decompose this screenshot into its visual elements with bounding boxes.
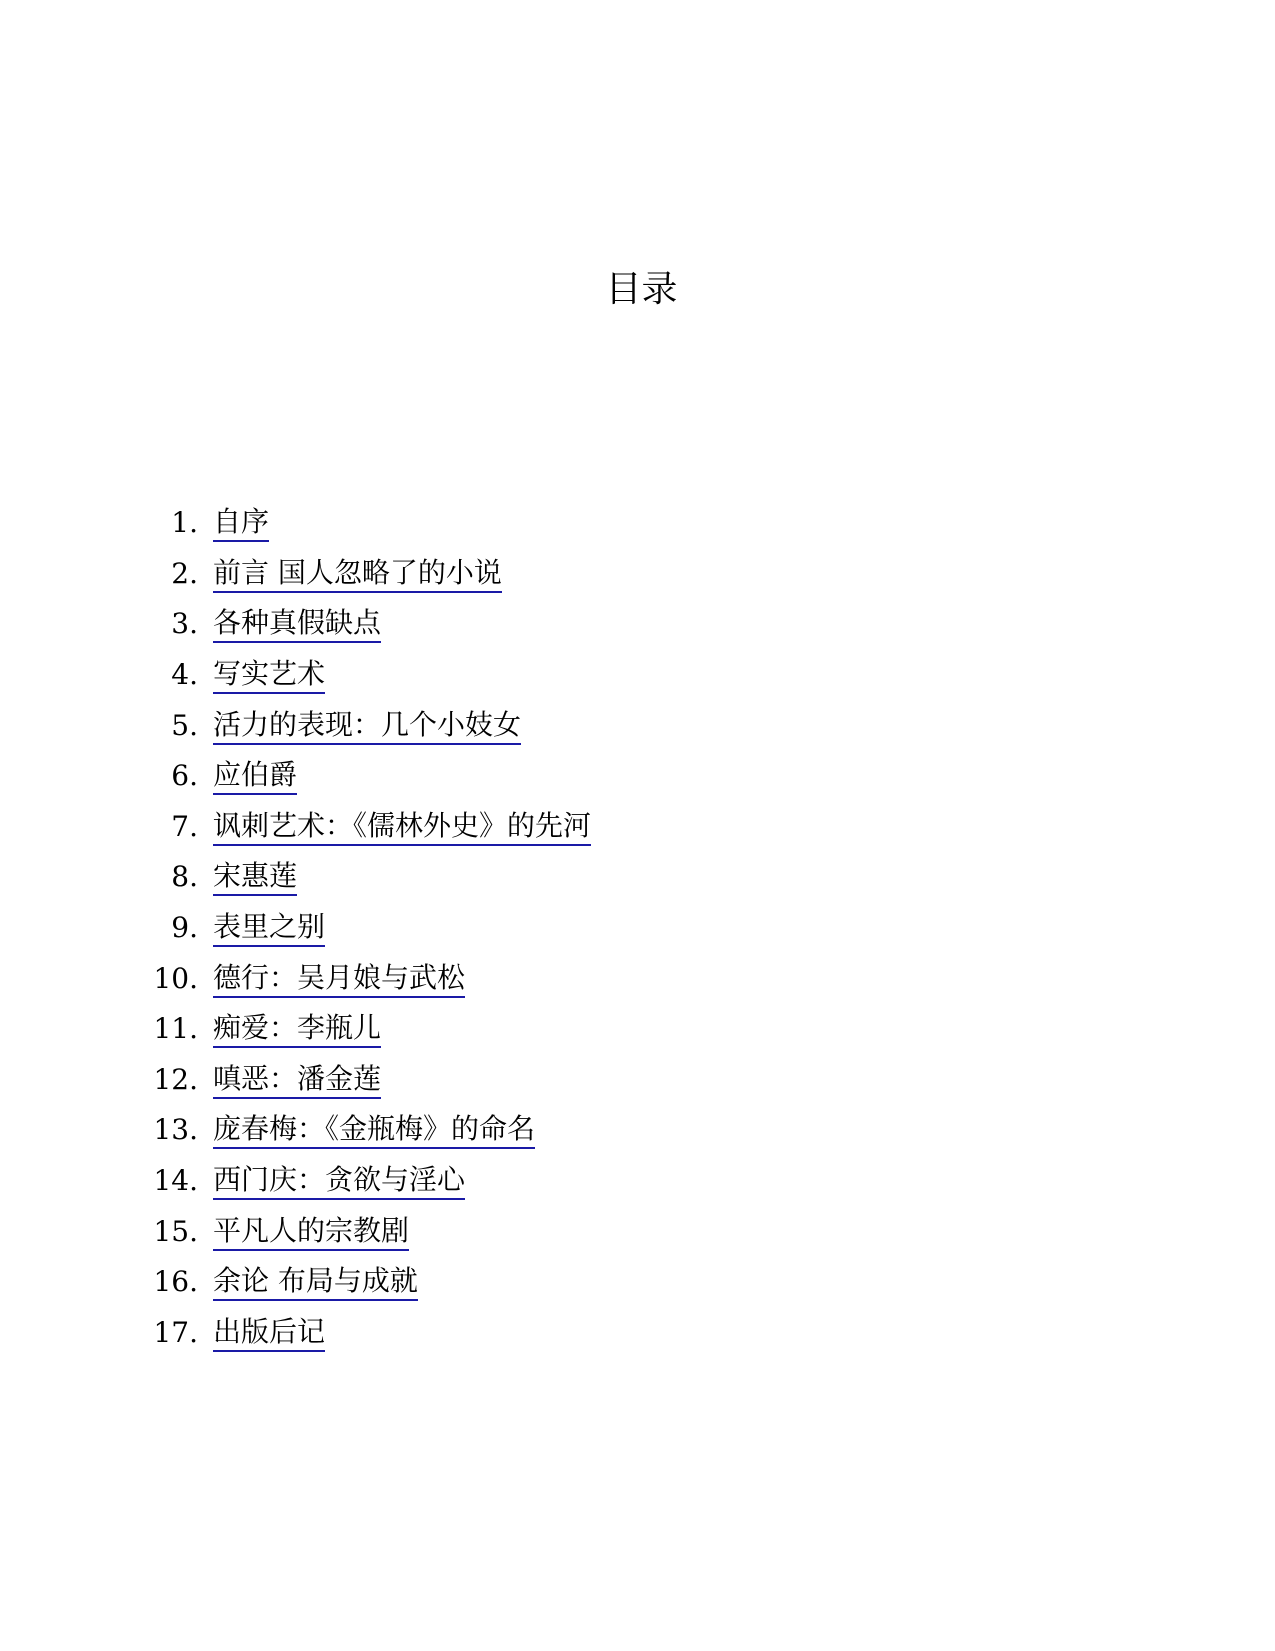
toc-item-number: 11. <box>153 1012 198 1046</box>
toc-item <box>0 1206 1000 1257</box>
toc-item <box>0 700 1000 751</box>
toc-link-chapter-4[interactable]: 写实艺术 <box>213 656 325 694</box>
toc-link-conclusion[interactable]: 余论 布局与成就 <box>213 1263 418 1301</box>
toc-item <box>0 953 1000 1004</box>
toc-item-number: 10. <box>153 961 198 995</box>
toc-item <box>0 751 1000 802</box>
toc-item-number: 7. <box>171 809 198 843</box>
toc-item <box>0 599 1000 650</box>
toc-link-chapter-9[interactable]: 表里之别 <box>213 909 325 947</box>
toc-item <box>0 1004 1000 1055</box>
toc-item <box>0 1055 1000 1106</box>
toc-item-number: 6. <box>171 759 198 793</box>
page-title: 目录 <box>605 269 678 310</box>
toc-item-number: 13. <box>153 1113 198 1147</box>
toc-item-number: 3. <box>171 607 198 641</box>
toc-item <box>0 852 1000 903</box>
toc-item-number: 8. <box>171 860 198 894</box>
toc-link-foreword[interactable]: 前言 国人忽略了的小说 <box>213 555 502 593</box>
toc-item <box>0 1257 1000 1308</box>
toc-link-chapter-10[interactable]: 德行：吴月娘与武松 <box>213 960 465 998</box>
toc-item-number: 2. <box>171 556 198 590</box>
toc-item-number: 4. <box>171 658 198 692</box>
toc-link-chapter-3[interactable]: 各种真假缺点 <box>213 605 381 643</box>
toc-item <box>0 1105 1000 1156</box>
toc-link-chapter-14[interactable]: 西门庆：贪欲与淫心 <box>213 1162 465 1200</box>
toc-link-chapter-13[interactable]: 庞春梅：《金瓶梅》的命名 <box>213 1111 535 1149</box>
toc-link-preface[interactable]: 自序 <box>213 504 269 542</box>
toc-item <box>0 802 1000 853</box>
toc-link-afterword[interactable]: 出版后记 <box>213 1314 325 1352</box>
toc-item-number: 14. <box>153 1164 198 1198</box>
toc-item <box>0 549 1000 600</box>
toc-item-number: 16. <box>153 1265 198 1299</box>
toc-item <box>0 903 1000 954</box>
toc-link-chapter-5[interactable]: 活力的表现：几个小妓女 <box>213 707 521 745</box>
toc-item <box>0 498 1000 549</box>
toc-item-number: 1. <box>171 506 198 540</box>
toc-item-number: 17. <box>153 1315 198 1349</box>
toc-item <box>0 650 1000 701</box>
toc-item-number: 15. <box>153 1214 198 1248</box>
toc-item <box>0 1308 1000 1359</box>
toc-link-chapter-6[interactable]: 应伯爵 <box>213 757 297 795</box>
toc-item <box>0 1156 1000 1207</box>
toc-item-number: 12. <box>153 1062 198 1096</box>
toc-link-chapter-15[interactable]: 平凡人的宗教剧 <box>213 1213 409 1251</box>
toc-link-chapter-8[interactable]: 宋惠莲 <box>213 858 297 896</box>
table-of-contents <box>0 498 1000 1358</box>
toc-link-chapter-11[interactable]: 痴爱：李瓶儿 <box>213 1010 381 1048</box>
toc-item-number: 5. <box>171 708 198 742</box>
toc-link-chapter-7[interactable]: 讽刺艺术：《儒林外史》的先河 <box>213 808 591 846</box>
toc-item-number: 9. <box>171 911 198 945</box>
toc-link-chapter-12[interactable]: 嗔恶：潘金莲 <box>213 1061 381 1099</box>
